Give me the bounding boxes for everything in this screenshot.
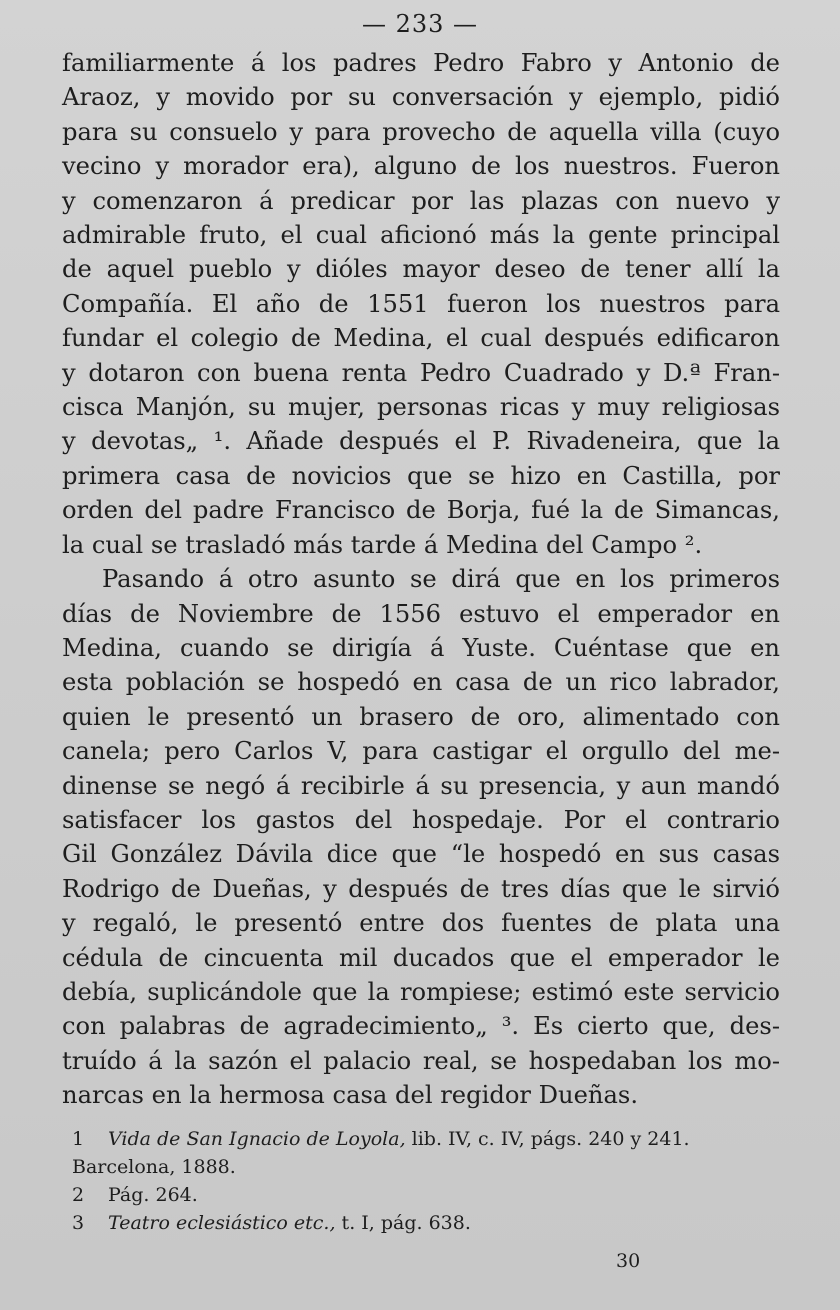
- footnote-title: Vida de San Ignacio de Loyola,: [108, 1128, 406, 1150]
- paragraph-1: [62, 46, 780, 562]
- footnote-number: 3: [72, 1212, 85, 1234]
- text-line: canela; pero Carlos V, para castigar el orgullo del me-: [62, 737, 780, 766]
- signature-mark: 30: [616, 1250, 641, 1272]
- text-line: orden del padre Francisco de Borja, fué la de Simancas,: [62, 496, 780, 525]
- footnote-text: t. I, pág. 638.: [335, 1212, 471, 1234]
- footnote-title: Teatro eclesiástico etc.,: [108, 1212, 336, 1234]
- text-line: satisfacer los gastos del hospedaje. Por el contrario: [62, 805, 780, 834]
- text-line: quien le presentó un brasero de oro, alimentado con: [62, 702, 780, 731]
- text-line: truído á la sazón el palacio real, se hospedaban los mo-: [62, 1046, 780, 1075]
- text-line: vecino y morador era), alguno de los nuestros. Fueron: [62, 152, 780, 181]
- footnote-1: [72, 1125, 788, 1153]
- text-line: la cual se trasladó más tarde á Medina del Campo ².: [62, 530, 703, 559]
- text-line: primera casa de novicios que se hizo en Castilla, por: [62, 461, 780, 490]
- footnote-1-continuation: Barcelona, 1888.: [72, 1156, 236, 1178]
- text-line: Pasando á otro asunto se dirá que en los primeros: [102, 565, 780, 594]
- text-line: cédula de cincuenta mil ducados que el emperador le: [62, 943, 780, 972]
- text-line: Gil González Dávila dice que “le hospedó en sus casas: [62, 840, 780, 869]
- text-line: fundar el colegio de Medina, el cual después edificaron: [62, 324, 780, 353]
- text-line: y dotaron con buena renta Pedro Cuadrado y D.ª Fran-: [62, 358, 780, 387]
- footnote-2: [72, 1181, 788, 1209]
- footnote-text: lib. IV, c. IV, págs. 240 y 241.: [405, 1128, 690, 1150]
- text-line: y devotas„ ¹. Añade después el P. Rivadeneira, que la: [62, 427, 780, 456]
- text-line: para su consuelo y para provecho de aquella villa (cuyo: [62, 117, 780, 146]
- text-line: familiarmente á los padres Pedro Fabro y Antonio de: [62, 49, 780, 77]
- footnotes: [72, 1125, 788, 1237]
- page-header: — 233 —: [361, 10, 479, 38]
- footnote-text: Pág. 264.: [108, 1184, 198, 1206]
- footnote-number: 1: [72, 1128, 85, 1150]
- paragraph-2: [62, 562, 780, 1113]
- text-line: cisca Manjón, su mujer, personas ricas y muy religiosas: [62, 393, 780, 422]
- main-text: [62, 46, 780, 1113]
- text-line: Medina, cuando se dirigía á Yuste. Cuéntase que en: [62, 633, 780, 662]
- text-line: y regaló, le presentó entre dos fuentes de plata una: [62, 909, 780, 938]
- text-line: de aquel pueblo y dióles mayor deseo de tener allí la: [62, 255, 780, 284]
- text-line: Compañía. El año de 1551 fueron los nuestros para: [62, 289, 780, 318]
- text-line: días de Noviembre de 1556 estuvo el emperador en: [62, 599, 780, 628]
- text-line: Rodrigo de Dueñas, y después de tres días que le sirvió: [62, 874, 780, 903]
- text-line: y comenzaron á predicar por las plazas con nuevo y: [62, 186, 780, 215]
- text-line: admirable fruto, el cual aficionó más la gente principal: [62, 221, 780, 250]
- text-line: debía, suplicándole que la rompiese; estimó este servicio: [62, 977, 780, 1006]
- footnote-number: 2: [72, 1184, 85, 1206]
- text-line: con palabras de agradecimiento„ ³. Es cierto que, des-: [62, 1012, 780, 1041]
- text-line: Araoz, y movido por su conversación y ejemplo, pidió: [62, 83, 780, 112]
- text-line: dinense se negó á recibirle á su presencia, y aun mandó: [62, 771, 780, 800]
- footnote-3: [72, 1209, 788, 1237]
- text-line: narcas en la hermosa casa del regidor Dueñas.: [62, 1081, 639, 1110]
- text-line: esta población se hospedó en casa de un rico labrador,: [62, 668, 780, 697]
